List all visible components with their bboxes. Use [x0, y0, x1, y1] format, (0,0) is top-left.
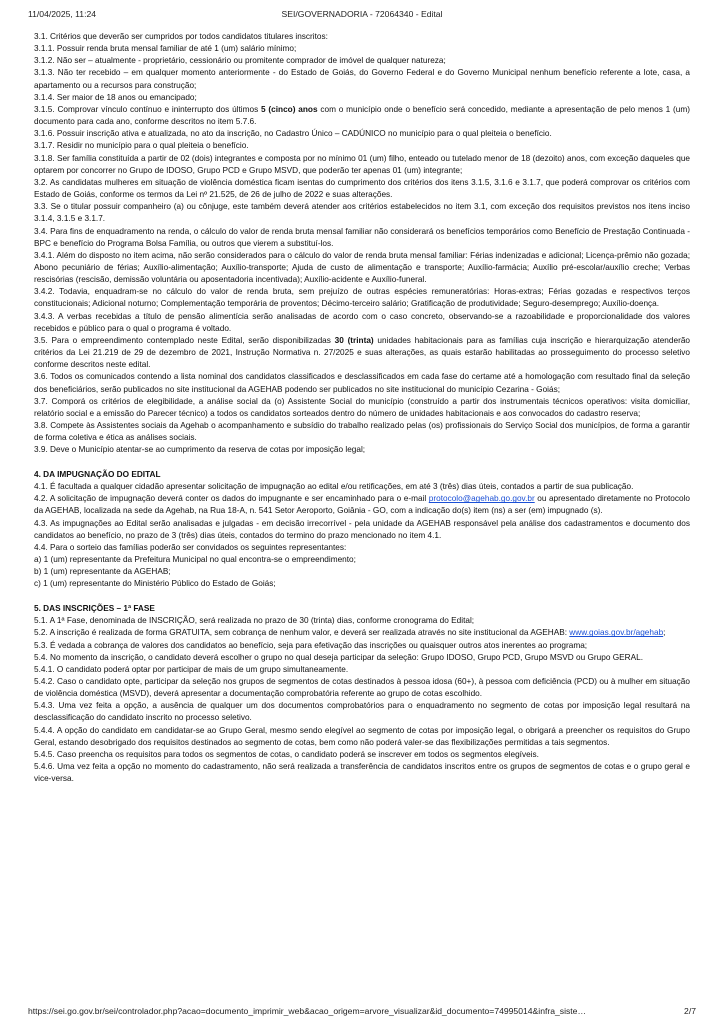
paragraph-3-1-3: 3.1.3. Não ter recebido – em qualquer momento anteriormente - do Estado de Goiás, do Governo Federal e do Governo Municipal nenhum benefício referente a lote, casa, a apartamento ou a recursos para construção; — [34, 68, 690, 90]
spacer — [34, 591, 690, 604]
paragraph-5-4-1: 5.4.1. O candidato poderá optar por participar de mais de um grupo simultaneamente. — [34, 664, 349, 674]
paragraph-3-1-6: 3.1.6. Possuir inscrição ativa e atualizada, no ato da inscrição, no Cadastro Único – CADÚNICO no município para o qual pleiteia o benefício. — [34, 129, 552, 139]
print-datetime: 11/04/2025, 11:24 — [28, 9, 97, 19]
paragraph-5-4-4: 5.4.4. A opção do candidato em candidatar-se ao Grupo Geral, mesmo sendo elegível ao segmento de cotas por imposição legal, o obrigará a preencher os requisitos do Grupo Geral, estando desobrigado dos requisitos destinados ao segmento de cotas, bem como não poderá valer-se das flexibilizações permitidas a tais segmentos. — [34, 725, 690, 747]
print-header — [28, 9, 696, 21]
paragraph-5-4-3: 5.4.3. Uma vez feita a opção, a ausência de qualquer um dos documentos comprobatórios para o enquadramento no segmento de cotas por imposição legal resultará na desclassificação do candidato inscrito no processo seletivo. — [34, 701, 690, 723]
paragraph-3-1: 3.1. Critérios que deverão ser cumpridos por todos candidatos titulares inscritos: — [34, 32, 328, 41]
paragraph-3-5-text: 3.5. Para o empreendimento contemplado neste Edital, serão disponibilizadas — [34, 335, 335, 345]
paragraph-3-1-7: 3.1.7. Residir no município para o qual pleiteia o benefício. — [34, 141, 249, 151]
document-body — [34, 31, 690, 785]
paragraph-3-1-5-rest: com o município onde o benefício será concedido, mediante a apresentação de pelo menos 1 (um) documento para cada ano, conforme descritos no item 5.7.6. — [34, 104, 690, 127]
paragraph-4-4: 4.4. Para o sorteio das famílias poderão ser convidados os seguintes representantes: — [34, 542, 347, 552]
email-link[interactable]: protocolo@agehab.go.gov.br — [428, 494, 535, 504]
list-item-a: a) 1 (um) representante da Prefeitura Municipal no qual encontra-se o empreendimento; — [34, 555, 356, 565]
paragraph-3-5-bold: 30 (trinta) — [334, 335, 374, 345]
paragraph-3-4-1: 3.4.1. Além do disposto no item acima, não serão considerados para o cálculo do valor de renda bruta mensal familiar: Férias indenizadas e adicional; Licença-prêmio não gozada; Abono pecuniário de férias; Auxílio-alimentação; Auxílio-transporte; Ajuda de custo de alimentação e transporte; Auxílio-farmácia; Auxílio pré-escolar/auxílio creche; Verbas rescisórias (rescisão, demissão voluntária ou aposentadoria incentivada); Auxílio-acidente e Auxílio-funeral. — [34, 250, 690, 285]
paragraph-5-3: 5.3. É vedada a cobrança de valores dos candidatos ao benefício, seja para efetivação das inscrições ou quaisquer outros atos inerentes ao programa; — [34, 640, 588, 650]
paragraph-4-2 — [34, 493, 690, 517]
list-item-c: c) 1 (um) representante do Ministério Público do Estado de Goiás; — [34, 579, 276, 589]
paragraph-3-1-5-bold: 5 (cinco) anos — [261, 104, 318, 114]
paragraph-4-3: 4.3. As impugnações ao Edital serão analisadas e julgadas - em decisão irrecorrível - pela unidade da AGEHAB responsável pela análise dos cadastramentos e documento dos candidatos ao benefício, no prazo de 3 (três) dias úteis, contados do termino do prazo mencionado no item 4.1. — [34, 518, 690, 540]
paragraph-3-5 — [34, 335, 690, 371]
paragraph-3-9: 3.9. Deve o Município atentar-se ao cumprimento da reserva de cotas por imposição legal; — [34, 445, 366, 455]
paragraph-3-8: 3.8. Compete às Assistentes sociais da Agehab o acompanhamento e subsídio do trabalho realizado pelas (os) profissionais do Serviço Social dos municípios, de forma a garantir de forma coletiva e ética as análises sociais. — [34, 421, 690, 443]
paragraph-3-3: 3.3. Se o titular possuir companheiro (a) ou cônjuge, este também deverá atender aos critérios estabelecidos no item 3.1, com exceção dos requisitos previstos nos itens inciso 3.1.4, 3.1.5 e 3.1.7. — [34, 202, 690, 224]
paragraph-5-1: 5.1. A 1ª Fase, denominada de INSCRIÇÃO, será realizada no prazo de 30 (trinta) dias, conforme cronograma do Edital; — [34, 616, 475, 626]
paragraph-3-1-2: 3.1.2. Não ser – atualmente - proprietário, cessionário ou promitente comprador de imóvel de qualquer natureza; — [34, 56, 446, 66]
paragraph-3-1-5-text: 3.1.5. Comprovar vínculo contínuo e ininterrupto dos últimos — [34, 104, 262, 114]
section-4-heading: 4. DA IMPUGNAÇÃO DO EDITAL — [34, 469, 161, 479]
spacer — [34, 456, 690, 469]
paragraph-5-4-5: 5.4.5. Caso preencha os requisitos para todos os segmentos de cotas, o candidato poderá se inscrever em todos os segmentos elegíveis. — [34, 749, 539, 759]
print-footer — [28, 1006, 696, 1018]
agehab-site-link[interactable]: www.goias.gov.br/agehab — [569, 628, 664, 638]
paragraph-4-2-text: 4.2. A solicitação de impugnação deverá conter os dados do impugnante e ser encaminhado para o e-mail — [34, 494, 429, 504]
paragraph-3-5-rest: unidades habitacionais para as famílias cuja inscrição e hierarquização atenderão critérios da Lei 21.219 de 29 de dezembro de 2021, Instrução Normativa n. 27/2025 e suas alterações, as quais estarão habilitadas ao prosseguimento do processo seletivo conforme descritos neste edital. — [34, 335, 690, 370]
paragraph-5-2-text: 5.2. A inscrição é realizada de forma GRATUITA, sem cobrança de nenhum valor, e deverá ser realizada através no site institucional da AGEHAB: — [34, 628, 570, 638]
paragraph-3-1-5 — [34, 104, 690, 128]
paragraph-5-2 — [34, 627, 690, 639]
paragraph-3-4-2: 3.4.2. Todavia, enquadram-se no cálculo do valor de renda bruta, sem prejuízo de outras espécies remuneratórias: Horas-extras; Férias gozadas e respectivos terços constitucionais; Adicional noturno; Complementação temporária de proventos; Décimo-terceiro salário; Gratificação de produtividade; Seguro-desemprego; Auxílio-doença. — [34, 287, 690, 309]
paragraph-3-6: 3.6. Todos os comunicados contendo a lista nominal dos candidatos classificados e desclassificados em cada fase do certame até a homologação com resultado final da seleção dos beneficiários, serão publicados no site institucional da AGEHAB podendo ser publicados no site institucional do município Cezarina - Goiás; — [34, 372, 690, 394]
paragraph-3-1-1: 3.1.1. Possuir renda bruta mensal familiar de até 1 (um) salário mínimo; — [34, 44, 297, 54]
list-item-b: b) 1 (um) representante da AGEHAB; — [34, 567, 171, 577]
paragraph-3-1-8: 3.1.8. Ser família constituída a partir de 02 (dois) integrantes e composta por no mínimo 01 (um) filho, enteado ou tutelado menor de 18 (dezoito) anos, com exceção daqueles que optarem por concorrer no Grupo de IDOSO, Grupo PCD e Grupo MSVD, que poderão ter apenas 01 (um) integrante; — [34, 153, 690, 175]
section-5-heading: 5. DAS INSCRIÇÕES – 1ª FASE — [34, 604, 155, 614]
paragraph-4-1: 4.1. É facultada a qualquer cidadão apresentar solicitação de impugnação ao edital e/ou retificações, em até 3 (três) dias úteis, contados a partir de sua publicação. — [34, 482, 634, 492]
paragraph-3-4: 3.4. Para fins de enquadramento na renda, o cálculo do valor de renda bruta mensal familiar não considerará os benefícios temporários como Benefício de Prestação Continuada - BPC e benefício do Programa Bolsa Família, ou outros que vierem a substituí-los. — [34, 226, 690, 248]
paragraph-5-4-2: 5.4.2. Caso o candidato opte, participar da seleção nos grupos de segmentos de cotas destinados à pessoa idosa (60+), à pessoa com deficiência (PCD) ou à mulher em situação de violência doméstica (MSVD), deverá apresentar a documentação comprobatória referente ao grupo de cotas escolhido. — [34, 676, 690, 699]
paragraph-3-1-4: 3.1.4. Ser maior de 18 anos ou emancipado; — [34, 92, 197, 102]
print-url: https://sei.go.gov.br/sei/controlador.php?acao=documento_imprimir_web&acao_origem=arvore_visualizar&id_documento=74995014&infra_siste… — [28, 1006, 587, 1016]
paragraph-3-7: 3.7. Comporá os critérios de elegibilidade, a análise social da (o) Assistente Social do município (construído a partir dos instrumentais técnicos operativos: visita domiciliar, relatório social e a emissão do Parecer técnico) a todos os candidatos sorteados dentro do número de unidades habitacionais e aos convocados do cadastro reserva; — [34, 396, 690, 418]
paragraph-5-4-6: 5.4.6. Uma vez feita a opção no momento do cadastramento, não será realizada a transferência de candidatos inscritos entre os grupos de segmentos de cotas e o grupo geral e vice-versa. — [34, 762, 690, 784]
paragraph-3-2: 3.2. As candidatas mulheres em situação de violência doméstica ficam isentas do cumprimento dos critérios dos itens 3.1.5, 3.1.6 e 3.1.7, que poderá comprovar os critérios com Estado de Goiás, conforme os termos da Lei nº 21.525, de 26 de julho de 2022 e suas alterações. — [34, 177, 690, 200]
paragraph-4-2-rest: ou apresentado diretamente no Protocolo da AGEHAB, localizada na sede da Agehab, na Rua 18-A, n. 541 Setor Aeroporto, Goiânia - GO, com a indicação do(s) item (ns) a ser (em) impugnado (s). — [34, 494, 690, 516]
paragraph-5-4: 5.4. No momento da inscrição, o candidato deverá escolher o grupo no qual deseja participar da seleção: Grupo IDOSO, Grupo PCD, Grupo MSVD ou Grupo GERAL. — [34, 652, 643, 662]
paragraph-3-4-3: 3.4.3. A verbas recebidas a título de pensão alimentícia serão analisadas de acordo com o caso concreto, observando-se a razoabilidade e proporcionalidade dos valores recebidos e público para o qual o programa é voltado. — [34, 311, 690, 333]
page-number: 2/7 — [684, 1006, 696, 1016]
print-title: SEI/GOVERNADORIA - 72064340 - Edital — [281, 9, 443, 19]
paragraph-5-2-rest: ; — [663, 628, 666, 638]
